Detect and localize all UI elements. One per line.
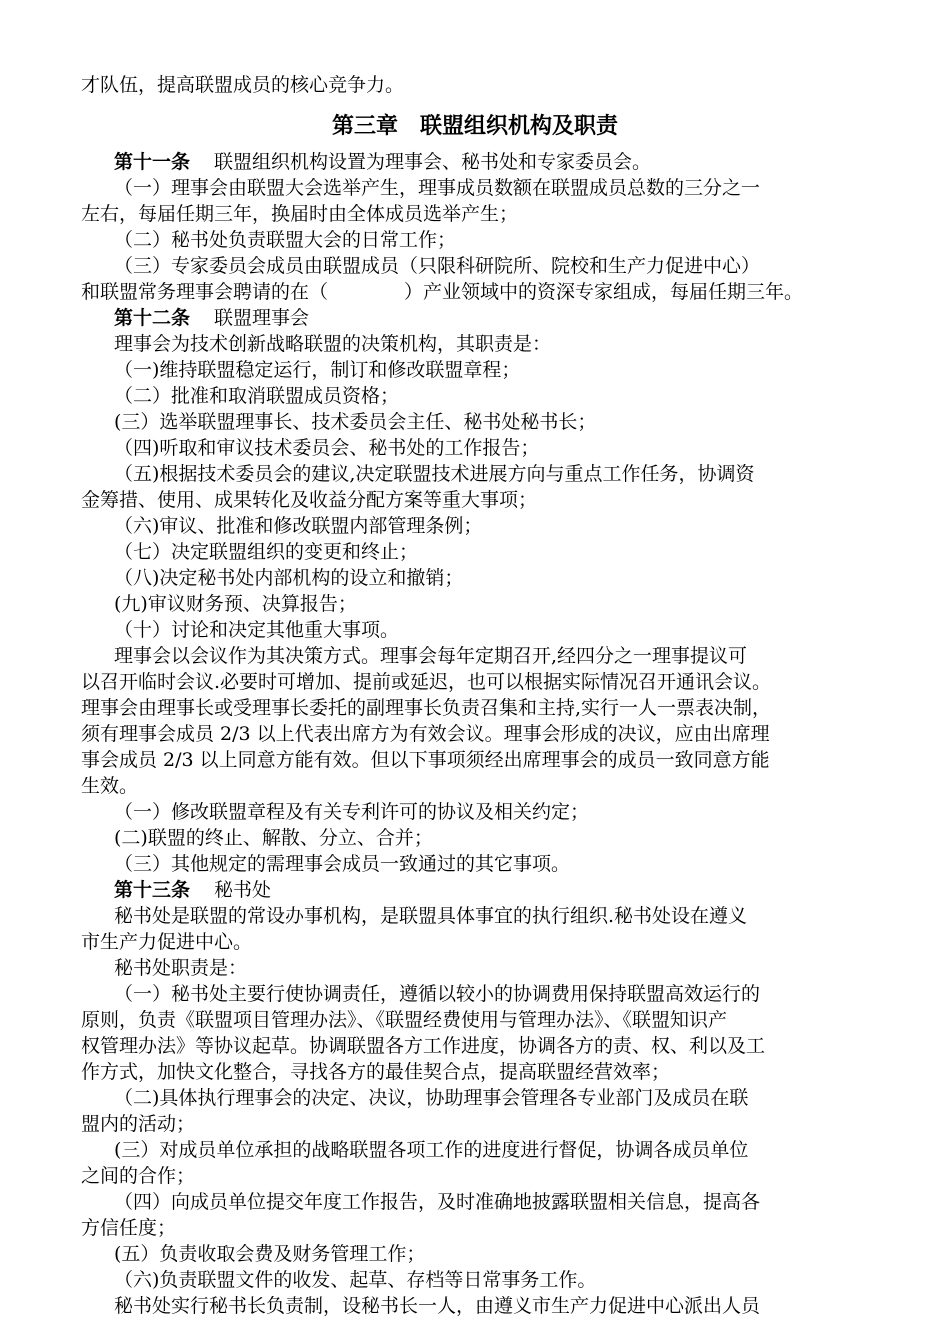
chapter-title: 第三章 联盟组织机构及职责 xyxy=(331,114,618,139)
article-11-heading xyxy=(114,149,651,175)
paragraph-line: （二）秘书处负责联盟大会的日常工作； xyxy=(114,229,457,251)
paragraph-line: （三）专家委员会成员由联盟成员（只限科研院所、院校和生产力促进中心） xyxy=(114,255,761,277)
list-item: （四)听取和审议技术委员会、秘书处的工作报告； xyxy=(114,437,540,459)
list-item: （四）向成员单位提交年度工作报告，及时准确地披露联盟相关信息，提高各 xyxy=(114,1191,761,1213)
paragraph-line: 秘书处是联盟的常设办事机构，是联盟具体事宜的执行组织.秘书处设在遵义 xyxy=(114,905,748,927)
list-item: (三）选举联盟理事长、技术委员会主任、秘书处秘书长； xyxy=(114,411,597,433)
list-item: （三）其他规定的需理事会成员一致通过的其它事项。 xyxy=(114,853,571,875)
paragraph-line: 左右，每届任期三年，换届时由全体成员选举产生； xyxy=(81,203,519,225)
article-title: 联盟组织机构设置为理事会、秘书处和专家委员会。 xyxy=(214,151,652,173)
list-item: （二）批准和取消联盟成员资格； xyxy=(114,385,400,407)
list-item: （一）修改联盟章程及有关专利许可的协议及相关约定； xyxy=(114,801,590,823)
list-item: （七）决定联盟组织的变更和终止； xyxy=(114,541,419,563)
list-item: (九)审议财务预、决算报告； xyxy=(114,593,357,615)
paragraph-line: 作方式，加快文化整合，寻找各方的最佳契合点，提高联盟经营效率； xyxy=(81,1061,671,1083)
list-item: （八)决定秘书处内部机构的设立和撤销； xyxy=(114,567,464,589)
list-item: （二)具体执行理事会的决定、决议，协助理事会管理各专业部门及成员在联 xyxy=(114,1087,749,1109)
article-label: 第十三条 xyxy=(114,879,191,901)
paragraph-line: 之间的合作； xyxy=(81,1165,196,1187)
paragraph-line: 秘书处职责是： xyxy=(114,957,248,979)
paragraph-line: 才队伍，提高联盟成员的核心竞争力。 xyxy=(81,74,405,96)
paragraph-line: （一）理事会由联盟大会选举产生，理事成员数额在联盟成员总数的三分之一 xyxy=(114,177,761,199)
list-item: (二)联盟的终止、解散、分立、合并； xyxy=(114,827,433,849)
paragraph-line: 理事会由理事长或受理事长委托的副理事长负责召集和主持,实行一人一票表决制， xyxy=(81,697,772,719)
paragraph-line: 盟内的活动； xyxy=(81,1113,196,1135)
paragraph-line: 权管理办法》等协议起草。协调联盟各方工作进度，协调各方的责、权、利以及工 xyxy=(81,1035,766,1057)
article-title: 秘书处 xyxy=(214,879,272,901)
article-label: 第十一条 xyxy=(114,151,191,173)
article-title: 联盟理事会 xyxy=(214,307,310,329)
list-item: （一）秘书处主要行使协调责任，遵循以较小的协调费用保持联盟高效运行的 xyxy=(114,983,761,1005)
list-item: （六)审议、批准和修改联盟内部管理条例； xyxy=(114,515,483,537)
list-item: （五)根据技术委员会的建议,决定联盟技术进展方向与重点工作任务，协调资 xyxy=(114,463,755,485)
article-13-heading xyxy=(114,877,271,903)
article-12-heading xyxy=(114,305,309,331)
paragraph-line: 理事会以会议作为其决策方式。理事会每年定期召开,经四分之一理事提议可 xyxy=(114,645,748,667)
paragraph-line: 原则，负责《联盟项目管理办法》、《联盟经费使用与管理办法》、《联盟知识产 xyxy=(81,1009,728,1031)
paragraph-line: 金筹措、使用、成果转化及收益分配方案等重大事项； xyxy=(81,489,538,511)
paragraph-line: 和联盟常务理事会聘请的在（ ）产业领域中的资深专家组成，每届任期三年。 xyxy=(81,281,804,303)
list-item: (三）对成员单位承担的战略联盟各项工作的进度进行督促，协调各成员单位 xyxy=(114,1139,749,1161)
paragraph-line: 秘书处实行秘书长负责制，设秘书长一人，由遵义市生产力促进中心派出人员 xyxy=(114,1295,761,1317)
list-item: （一)维持联盟稳定运行，制订和修改联盟章程； xyxy=(114,359,521,381)
paragraph-line: 事会成员 2/3 以上同意方能有效。但以下事项须经出席理事会的成员一致同意方能 xyxy=(81,749,770,771)
article-label: 第十二条 xyxy=(114,307,191,329)
paragraph-line: 市生产力促进中心。 xyxy=(81,931,253,953)
paragraph-line: 以召开临时会议.必要时可增加、提前或延迟，也可以根据实际情况召开通讯会议。 xyxy=(81,671,772,693)
paragraph-line: 生效。 xyxy=(81,775,139,797)
paragraph-line: 须有理事会成员 2/3 以上代表出席方为有效会议。理事会形成的决议，应由出席理 xyxy=(81,723,770,745)
paragraph-line: 方信任度； xyxy=(81,1217,177,1239)
list-item: （六)负责联盟文件的收发、起草、存档等日常事务工作。 xyxy=(114,1269,597,1291)
paragraph-line: 理事会为技术创新战略联盟的决策机构，其职责是： xyxy=(114,333,552,355)
list-item: (五）负责收取会费及财务管理工作； xyxy=(114,1243,426,1265)
list-item: （十）讨论和决定其他重大事项。 xyxy=(114,619,400,641)
